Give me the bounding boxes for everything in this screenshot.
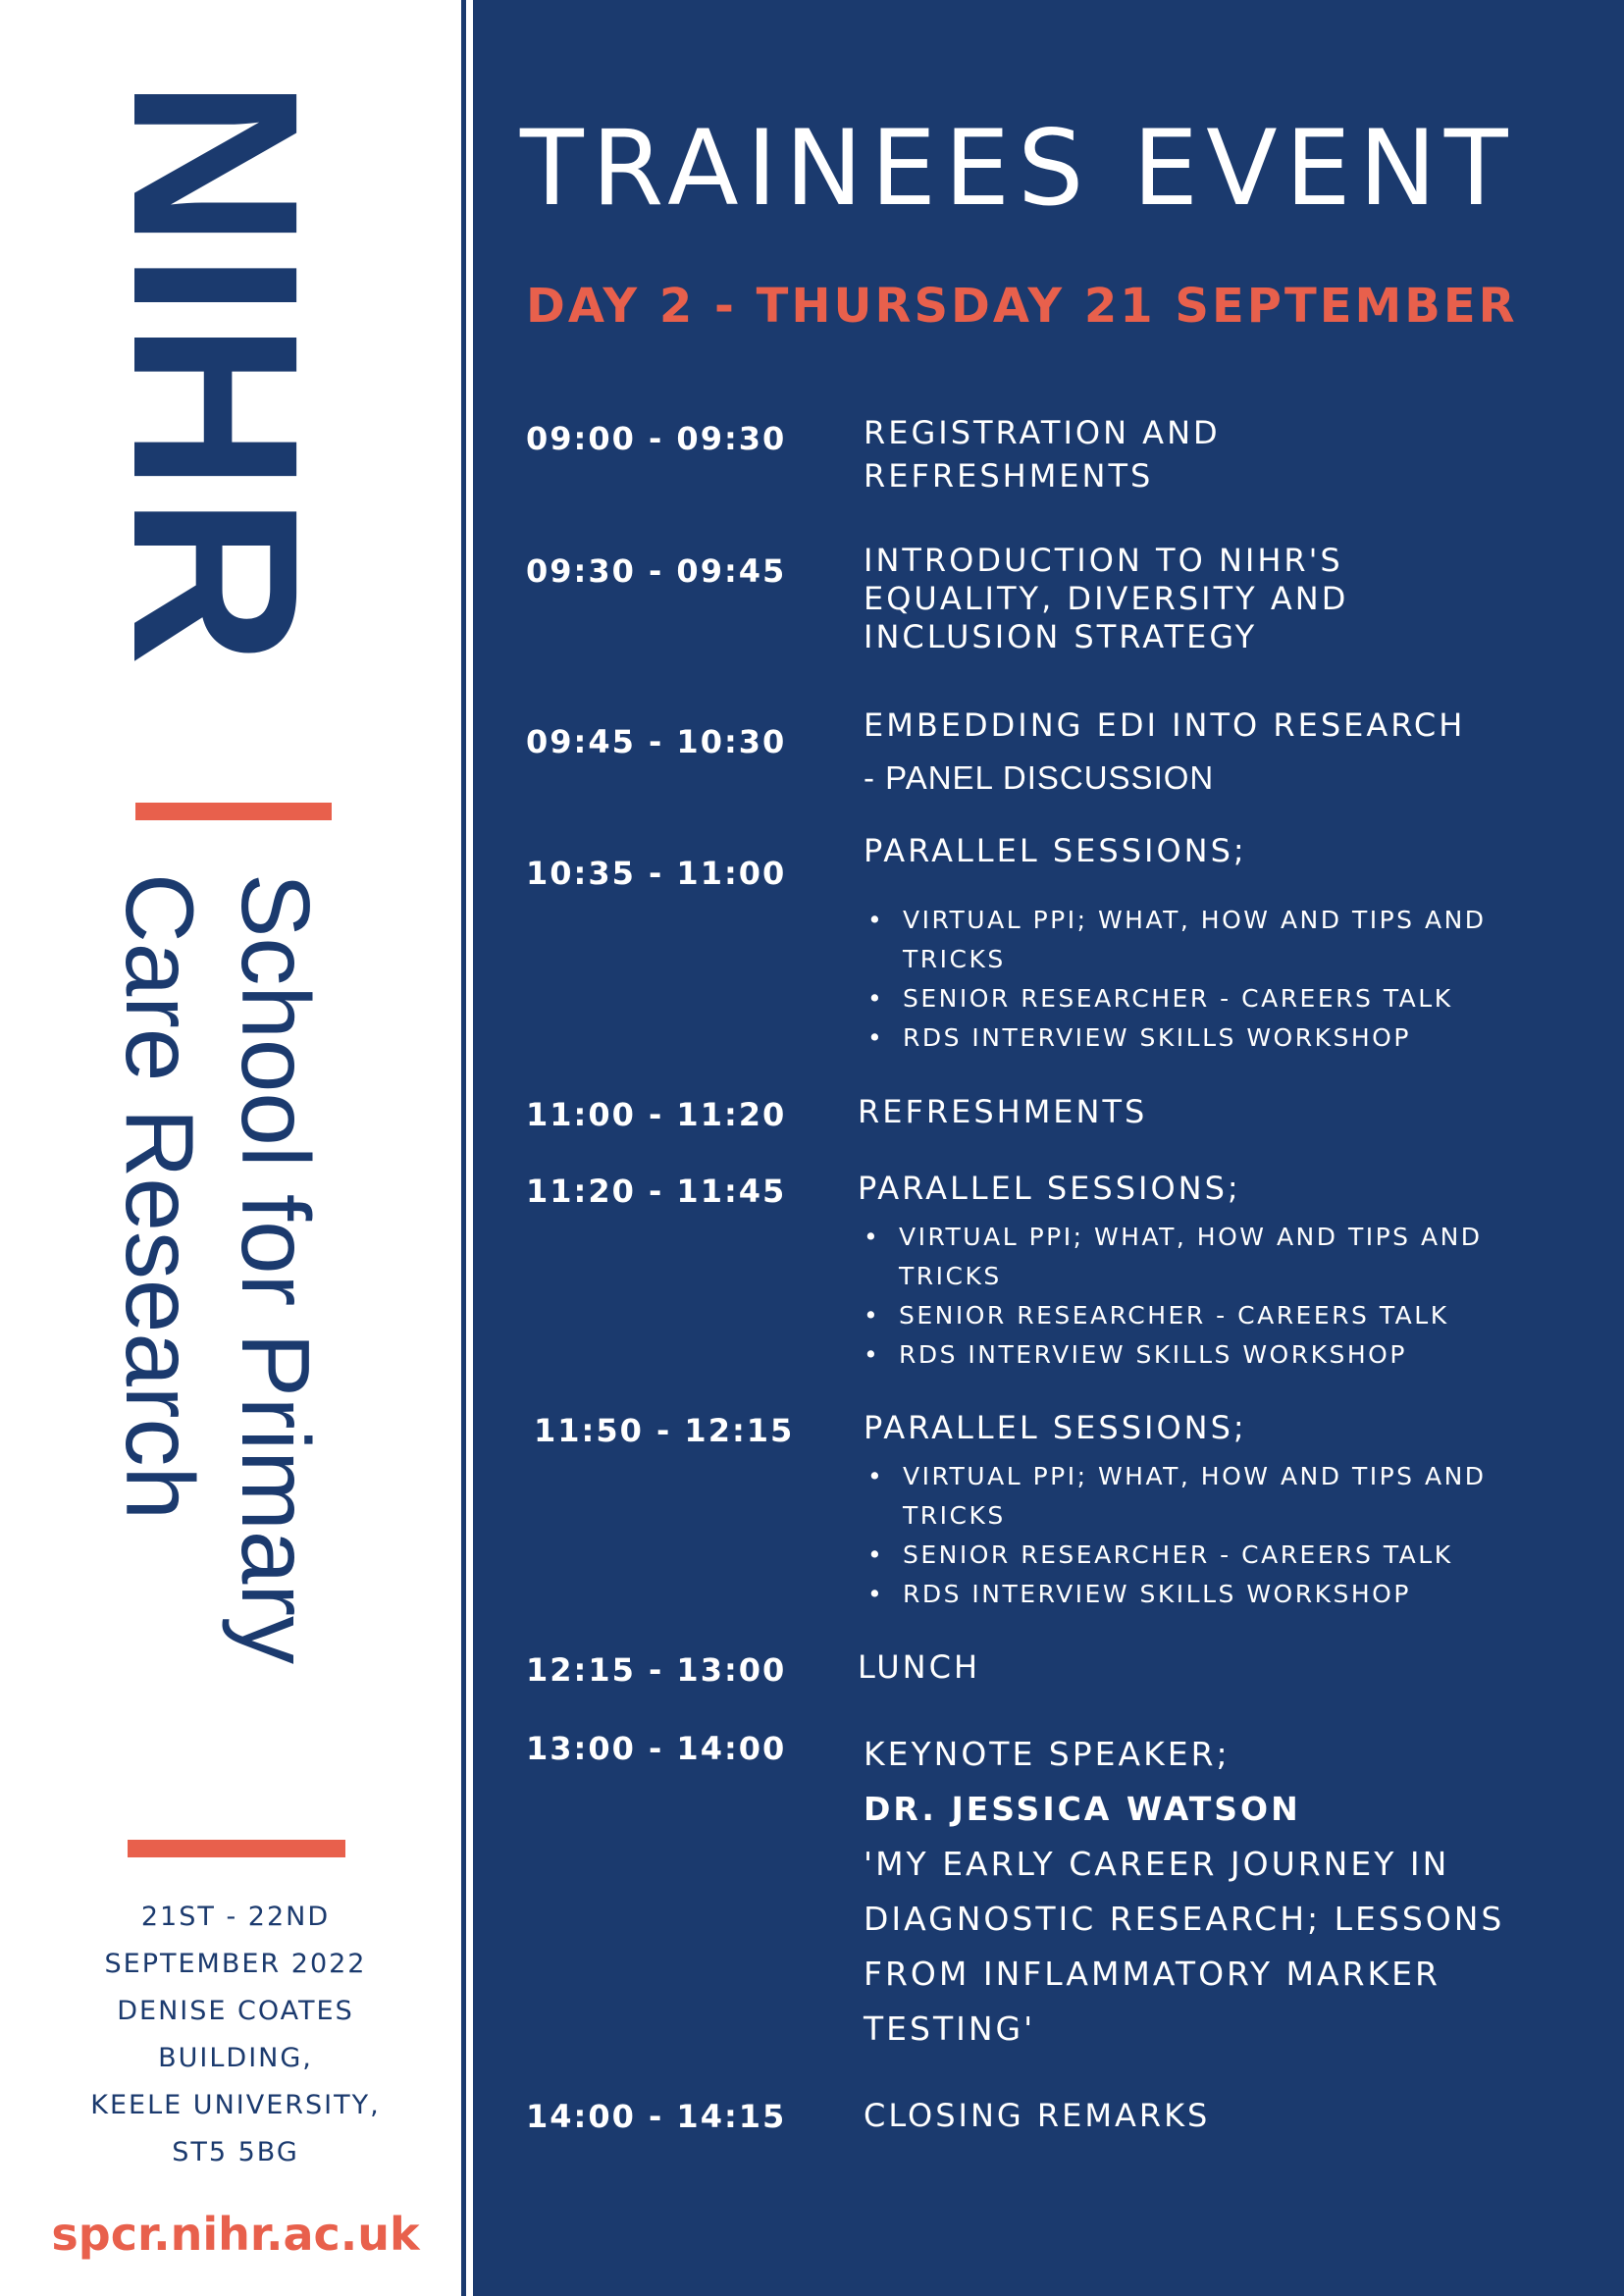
speaker-name: DR. JESSICA WATSON bbox=[864, 1790, 1301, 1828]
school-line-1: School for Primary bbox=[222, 873, 330, 1665]
schedule-time: 09:00 - 09:30 bbox=[526, 420, 787, 457]
list-item: TRICKS bbox=[903, 1501, 1006, 1530]
nihr-logo bbox=[84, 78, 353, 746]
list-item: • RDS INTERVIEW SKILLS WORKSHOP bbox=[864, 1018, 1487, 1058]
schedule-time: 11:50 - 12:15 bbox=[534, 1412, 795, 1449]
address-separator-bar bbox=[128, 1840, 345, 1857]
schedule-time: 09:30 - 09:45 bbox=[526, 552, 787, 590]
divider-line bbox=[461, 0, 466, 2296]
event-address bbox=[39, 1894, 432, 2176]
list-item: • RDS INTERVIEW SKILLS WORKSHOP bbox=[860, 1335, 1483, 1375]
school-name bbox=[106, 873, 343, 1756]
schedule-item: INTRODUCTION TO NIHR'S EQUALITY, DIVERSITY AND INCLUSION STRATEGY bbox=[864, 542, 1349, 655]
session-list bbox=[864, 1457, 1487, 1614]
list-item: • SENIOR RESEARCHER - CAREERS TALK bbox=[864, 1536, 1487, 1575]
schedule-item: PARALLEL SESSIONS; bbox=[858, 1170, 1241, 1207]
address-line: DENISE COATES bbox=[117, 1996, 354, 2026]
address-line: 21ST - 22ND bbox=[140, 1902, 331, 1932]
address-line: BUILDING, bbox=[158, 2043, 313, 2073]
nihr-logo-text: NIHR bbox=[84, 78, 347, 670]
schedule-time: 11:00 - 11:20 bbox=[526, 1096, 787, 1133]
schedule-time: 14:00 - 14:15 bbox=[526, 2098, 787, 2135]
schedule-item: CLOSING REMARKS bbox=[864, 2097, 1211, 2134]
address-line: SEPTEMBER 2022 bbox=[104, 1949, 367, 1979]
address-line: KEELE UNIVERSITY, bbox=[90, 2090, 381, 2120]
list-item: • SENIOR RESEARCHER - CAREERS TALK bbox=[864, 979, 1487, 1018]
website-link[interactable]: spcr.nihr.ac.uk bbox=[51, 2208, 420, 2261]
list-item: • SENIOR RESEARCHER - CAREERS TALK bbox=[860, 1296, 1483, 1335]
list-item: TRICKS bbox=[903, 945, 1006, 973]
session-list bbox=[864, 901, 1487, 1058]
list-item: TRICKS bbox=[899, 1262, 1002, 1290]
schedule-time: 09:45 - 10:30 bbox=[526, 723, 787, 760]
keynote-item: KEYNOTE SPEAKER; DR. JESSICA WATSON 'MY EARLY CAREER JOURNEY IN DIAGNOSTIC RESEARCH; LESSONS FROM INFLAMMATORY MARKER TESTING' bbox=[864, 1735, 1505, 2048]
schedule-time: 11:20 - 11:45 bbox=[526, 1173, 787, 1210]
schedule-item: EMBEDDING EDI INTO RESEARCH - PANEL DISCUSSION bbox=[864, 706, 1466, 796]
address-line: ST5 5BG bbox=[172, 2137, 299, 2167]
schedule-item: REFRESHMENTS bbox=[858, 1093, 1148, 1130]
session-list bbox=[860, 1218, 1483, 1375]
schedule-time: 13:00 - 14:00 bbox=[526, 1730, 787, 1767]
schedule-item: PARALLEL SESSIONS; bbox=[864, 1409, 1247, 1446]
list-item: • VIRTUAL PPI; WHAT, HOW AND TIPS AND bbox=[864, 1457, 1487, 1496]
schedule-time: 12:15 - 13:00 bbox=[526, 1651, 787, 1689]
list-item: • RDS INTERVIEW SKILLS WORKSHOP bbox=[864, 1575, 1487, 1614]
list-item: • VIRTUAL PPI; WHAT, HOW AND TIPS AND bbox=[860, 1218, 1483, 1257]
schedule-item: LUNCH bbox=[858, 1648, 980, 1686]
event-title: TRAINEES EVENT bbox=[520, 108, 1516, 229]
list-item: • VIRTUAL PPI; WHAT, HOW AND TIPS AND bbox=[864, 901, 1487, 940]
schedule-item: REGISTRATION AND REFRESHMENTS bbox=[864, 414, 1221, 495]
schedule-time: 10:35 - 11:00 bbox=[526, 855, 787, 892]
schedule-item: PARALLEL SESSIONS; bbox=[864, 832, 1247, 869]
event-day: DAY 2 - THURSDAY 21 SEPTEMBER bbox=[526, 279, 1518, 334]
logo-separator-bar bbox=[135, 803, 332, 820]
school-line-2: Care Research bbox=[106, 873, 214, 1521]
